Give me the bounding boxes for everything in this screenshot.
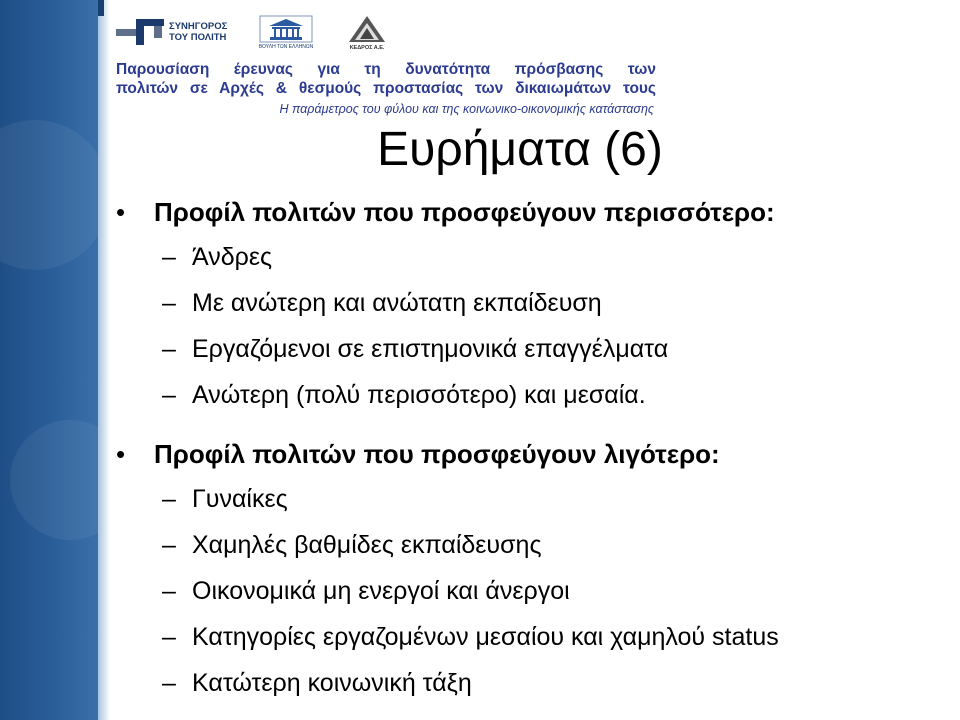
corner-tick (98, 0, 104, 16)
sub-bullet-text: Με ανώτερη και ανώτατη εκπαίδευση (192, 289, 602, 317)
sub-bullet (112, 660, 952, 706)
sub-bullet-text: Χαμηλές βαθμίδες εκπαίδευσης (192, 531, 542, 559)
sub-bullet-symbol: – (162, 669, 176, 697)
sub-bullet-symbol: – (162, 623, 176, 651)
sub-bullet-text: Γυναίκες (192, 485, 288, 513)
ombudsman-logo-line: ΤΟΥ ΠΟΛΙΤΗ (169, 32, 227, 43)
sub-bullet (112, 614, 952, 660)
parliament-logo (246, 15, 326, 50)
ombudsman-logo-text (169, 21, 227, 43)
sub-bullet (112, 568, 952, 614)
sub-bullet-symbol: – (162, 335, 176, 363)
sub-bullet-text: Εργαζόμενοι σε επιστημονικά επαγγέλματα (192, 335, 669, 363)
ombudsman-logo (116, 17, 234, 47)
kedros-triangle-icon (347, 14, 387, 44)
sub-bullet (112, 234, 952, 280)
sub-bullet-symbol: – (162, 289, 176, 317)
project-title (116, 60, 656, 98)
bullet-symbol: • (116, 197, 126, 227)
sub-bullet (112, 326, 952, 372)
ombudsman-mark-icon (116, 17, 166, 47)
side-decoration-band (0, 0, 98, 720)
sub-bullet-text: Οικονομικά μη ενεργοί και άνεργοι (192, 577, 570, 605)
parliament-caption: ΒΟΥΛΗ ΤΩΝ ΕΛΛΗΝΩΝ (258, 43, 314, 50)
sub-bullet (112, 476, 952, 522)
bullet-heading-text: Προφίλ πολιτών που προσφεύγουν λιγότερο: (154, 439, 720, 469)
section-more (112, 190, 952, 418)
logo-row (116, 8, 398, 56)
slide-content (112, 190, 952, 720)
sub-bullet-text: Κατώτερη κοινωνική τάξη (192, 669, 472, 697)
slide-title: Ευρήματα (6) (377, 123, 663, 176)
sub-bullet-text: Κατηγορίες εργαζομένων μεσαίου και χαμηλού status (192, 623, 779, 651)
side-decoration-stripe (98, 0, 110, 720)
sub-bullet (112, 372, 952, 418)
ombudsman-logo-line: ΣΥΝΗΓΟΡΟΣ (169, 21, 228, 32)
parliament-emblem-icon (259, 15, 313, 43)
kedros-caption: ΚΕΔΡΟΣ Α.Ε. (349, 44, 385, 51)
sub-bullet-symbol: – (162, 485, 176, 513)
bullet-heading (112, 190, 952, 234)
project-title-line: πολιτών σε Αρχές & θεσμούς προστασίας των δικαιωμάτων τους (116, 80, 656, 97)
sub-bullet (112, 280, 952, 326)
project-subtitle: Η παράμετρος του φύλου και της κοινωνικο-οικονομικής κατάστασης (279, 102, 654, 116)
sub-bullet-symbol: – (162, 243, 176, 271)
sub-bullet-symbol: – (162, 531, 176, 559)
kedros-logo (342, 14, 392, 51)
bullet-heading (112, 432, 952, 476)
sub-bullet (112, 522, 952, 568)
bullet-heading-text: Προφίλ πολιτών που προσφεύγουν περισσότερο: (154, 197, 775, 227)
sub-bullet-text: Ανώτερη (πολύ περισσότερο) και μεσαία. (192, 381, 646, 409)
sub-bullet-symbol: – (162, 381, 176, 409)
sub-bullet-text: Άνδρες (192, 243, 273, 271)
section-less (112, 432, 952, 706)
bullet-symbol: • (116, 439, 126, 469)
project-title-line: Παρουσίαση έρευνας για τη δυνατότητα πρόσβασης των (116, 61, 656, 78)
sub-bullet-symbol: – (162, 577, 176, 605)
